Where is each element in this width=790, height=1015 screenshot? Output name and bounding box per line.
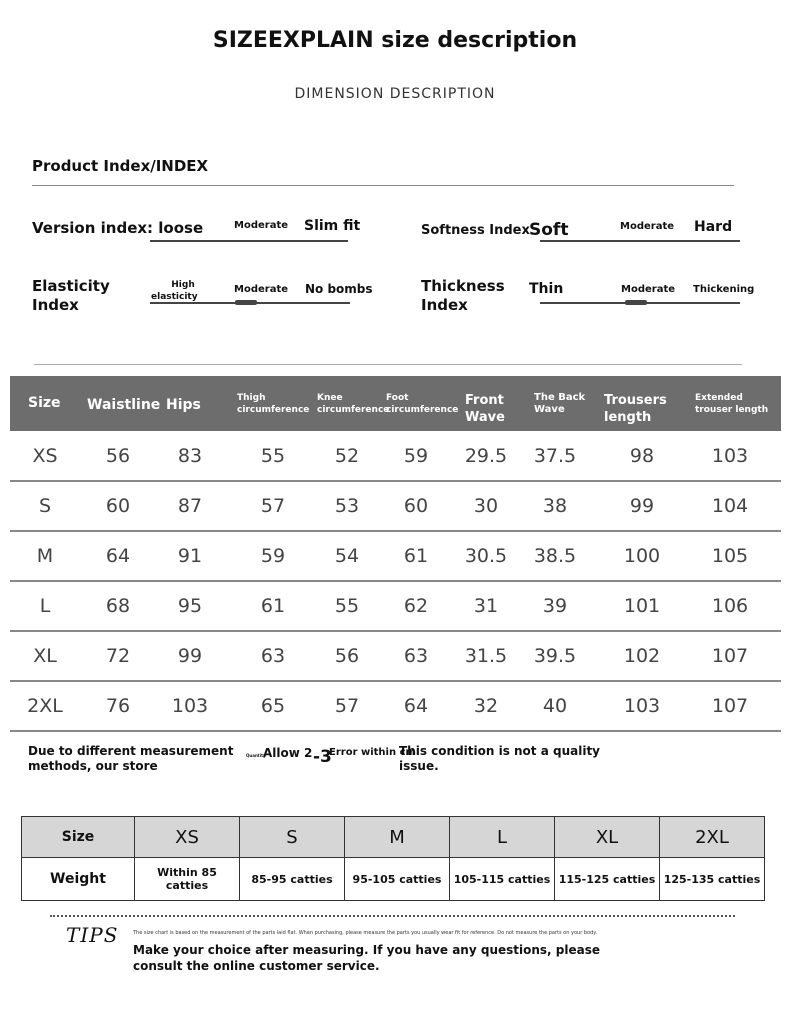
note-dash: -3 [313, 747, 332, 767]
size-cell: 40 [542, 695, 568, 717]
th-foot-l1: Foot [386, 393, 409, 403]
size-cell: 55 [260, 445, 286, 467]
th-back-l1: The Back [534, 392, 586, 403]
size-cell: 38.5 [533, 545, 577, 567]
weight-table-size-label: Size [22, 817, 135, 858]
size-cell: 57 [334, 695, 360, 717]
quality-note-line1: This condition is not a quality [399, 744, 601, 758]
size-cell: 64 [105, 545, 131, 567]
thickness-moderate: Moderate [621, 284, 676, 295]
size-cell: 103 [171, 695, 209, 717]
softness-index-label: Softness Index [421, 223, 530, 238]
size-cell: 38 [542, 495, 568, 517]
size-cell: 61 [403, 545, 429, 567]
thickness-marker [625, 300, 647, 305]
size-cell: 100 [623, 545, 661, 567]
elasticity-label-line2: Index [32, 296, 79, 314]
weight-value-xs: Within 85 catties [135, 858, 240, 901]
th-front-l2: Wave [465, 410, 505, 425]
size-cell: 83 [177, 445, 203, 467]
th-front-l1: Front [465, 393, 504, 408]
size-cell: M [36, 545, 54, 567]
size-cell: 63 [260, 645, 286, 667]
size-cell: 61 [260, 595, 286, 617]
size-cell: 55 [334, 595, 360, 617]
size-cell: 99 [177, 645, 203, 667]
weight-value-m: 95-105 catties [345, 858, 450, 901]
size-cell: XS [32, 445, 58, 467]
th-foot [386, 392, 458, 416]
th-thigh [237, 392, 309, 416]
weight-table [21, 816, 765, 901]
size-cell: 56 [105, 445, 131, 467]
size-cell: 59 [260, 545, 286, 567]
size-cell: XL [33, 645, 57, 667]
th-thigh-l1: Thigh [237, 393, 266, 403]
weight-size-xs: XS [135, 817, 240, 858]
size-cell: 31 [473, 595, 499, 617]
weight-value-l: 105-115 catties [450, 858, 555, 901]
index-heading: Product Index/INDEX [32, 157, 209, 175]
index-divider [32, 185, 734, 186]
th-hips: Hips [166, 397, 201, 413]
th-trousers-l1: Trousers [604, 393, 667, 408]
thickness-label-line1: Thickness [421, 277, 505, 295]
th-foot-l2: circumference [386, 405, 459, 415]
tips-label: TIPS [66, 923, 119, 947]
th-knee-l1: Knee [317, 393, 343, 403]
size-cell: 39.5 [533, 645, 577, 667]
size-cell: 31.5 [464, 645, 508, 667]
size-cell: 57 [260, 495, 286, 517]
size-cell: 72 [105, 645, 131, 667]
size-cell: 87 [177, 495, 203, 517]
weight-size-m: M [345, 817, 450, 858]
quality-note-line2: issue. [399, 759, 439, 773]
weight-value-xl: 115-125 catties [555, 858, 660, 901]
weight-size-2xl: 2XL [660, 817, 765, 858]
note-allow: Allow 2 [263, 746, 313, 760]
size-cell: 2XL [27, 695, 63, 717]
measurement-note [28, 744, 233, 774]
size-cell: 104 [711, 495, 749, 517]
size-cell: 52 [334, 445, 360, 467]
th-back-l2: Wave [534, 404, 565, 415]
size-cell: 62 [403, 595, 429, 617]
size-row-divider [10, 730, 781, 732]
th-extended-length [695, 392, 768, 416]
version-slim-fit: Slim fit [304, 218, 361, 234]
size-cell: 101 [623, 595, 661, 617]
size-cell: 65 [260, 695, 286, 717]
size-cell: 103 [623, 695, 661, 717]
size-cell: 29.5 [464, 445, 508, 467]
softness-soft: Soft [529, 220, 569, 240]
size-cell: 60 [105, 495, 131, 517]
size-cell: 60 [403, 495, 429, 517]
quality-note [399, 744, 600, 774]
weight-table-weight-label: Weight [22, 858, 135, 901]
measurement-note-line2: methods, our store [28, 759, 158, 773]
tips-fine-print: The size chart is based on the measurement of the parts laid flat. When purchasing, please measure the parts you usually wear fit for reference. Do not measure the parts on your body. [133, 930, 598, 936]
size-cell: 32 [473, 695, 499, 717]
weight-value-s: 85-95 catties [240, 858, 345, 901]
th-knee [317, 392, 389, 416]
size-cell: 37.5 [533, 445, 577, 467]
version-moderate: Moderate [234, 220, 289, 231]
th-trousers-length [604, 392, 667, 426]
size-cell: 30 [473, 495, 499, 517]
size-cell: 68 [105, 595, 131, 617]
thickness-thickening: Thickening [693, 284, 755, 295]
size-cell: 59 [403, 445, 429, 467]
th-back-wave [534, 392, 585, 416]
th-trousers-l2: length [604, 410, 652, 425]
size-cell: 99 [629, 495, 655, 517]
th-size: Size [28, 395, 61, 411]
size-cell: 76 [105, 695, 131, 717]
size-cell: 107 [711, 645, 749, 667]
weight-size-s: S [240, 817, 345, 858]
size-cell: 56 [334, 645, 360, 667]
elasticity-label-line1: Elasticity [32, 277, 110, 295]
th-knee-l2: circumference [317, 405, 390, 415]
size-cell: 102 [623, 645, 661, 667]
note-error: Error within cm [329, 747, 416, 758]
note-quantity: Quantity [246, 753, 266, 758]
size-cell: 39 [542, 595, 568, 617]
elasticity-high [151, 279, 215, 303]
weight-size-xl: XL [555, 817, 660, 858]
softness-hard: Hard [694, 219, 733, 235]
version-scale [150, 240, 348, 242]
size-cell: 30.5 [464, 545, 508, 567]
version-index-label: Version index: loose [32, 219, 204, 237]
size-cell: 64 [403, 695, 429, 717]
size-cell: 105 [711, 545, 749, 567]
size-cell: 98 [629, 445, 655, 467]
th-waistline: Waistline [87, 397, 161, 413]
size-cell: 107 [711, 695, 749, 717]
elasticity-high-line1: High [171, 280, 195, 290]
index-bottom-divider [34, 364, 742, 365]
th-thigh-l2: circumference [237, 405, 310, 415]
softness-moderate: Moderate [620, 221, 675, 232]
size-cell: 106 [711, 595, 749, 617]
elasticity-high-line2: elasticity [151, 292, 198, 302]
elasticity-no-bombs: No bombs [305, 282, 373, 296]
softness-scale [540, 240, 740, 242]
th-extended-l1: Extended [695, 393, 743, 403]
tips-text: Make your choice after measuring. If you have any questions, please consult the online customer service. [133, 943, 600, 973]
size-cell: 54 [334, 545, 360, 567]
elasticity-moderate: Moderate [234, 284, 289, 295]
page-subtitle: DIMENSION DESCRIPTION [294, 86, 496, 102]
measurement-note-line1: Due to different measurement [28, 744, 234, 758]
size-cell: 103 [711, 445, 749, 467]
size-cell: S [38, 495, 52, 517]
th-extended-l2: trouser length [695, 405, 769, 415]
weight-value-2xl: 125-135 catties [660, 858, 765, 901]
size-cell: 53 [334, 495, 360, 517]
tips-divider [50, 915, 735, 917]
elasticity-index-label [32, 277, 110, 315]
page-title: SIZEEXPLAIN size description [212, 28, 578, 53]
size-cell: 95 [177, 595, 203, 617]
weight-size-l: L [450, 817, 555, 858]
size-cell: 91 [177, 545, 203, 567]
thickness-label-line2: Index [421, 296, 468, 314]
size-cell: L [39, 595, 51, 617]
size-cell: 63 [403, 645, 429, 667]
elasticity-marker [235, 300, 257, 305]
th-front-wave [465, 392, 505, 426]
thickness-thin: Thin [529, 281, 564, 297]
thickness-index-label [421, 277, 505, 315]
